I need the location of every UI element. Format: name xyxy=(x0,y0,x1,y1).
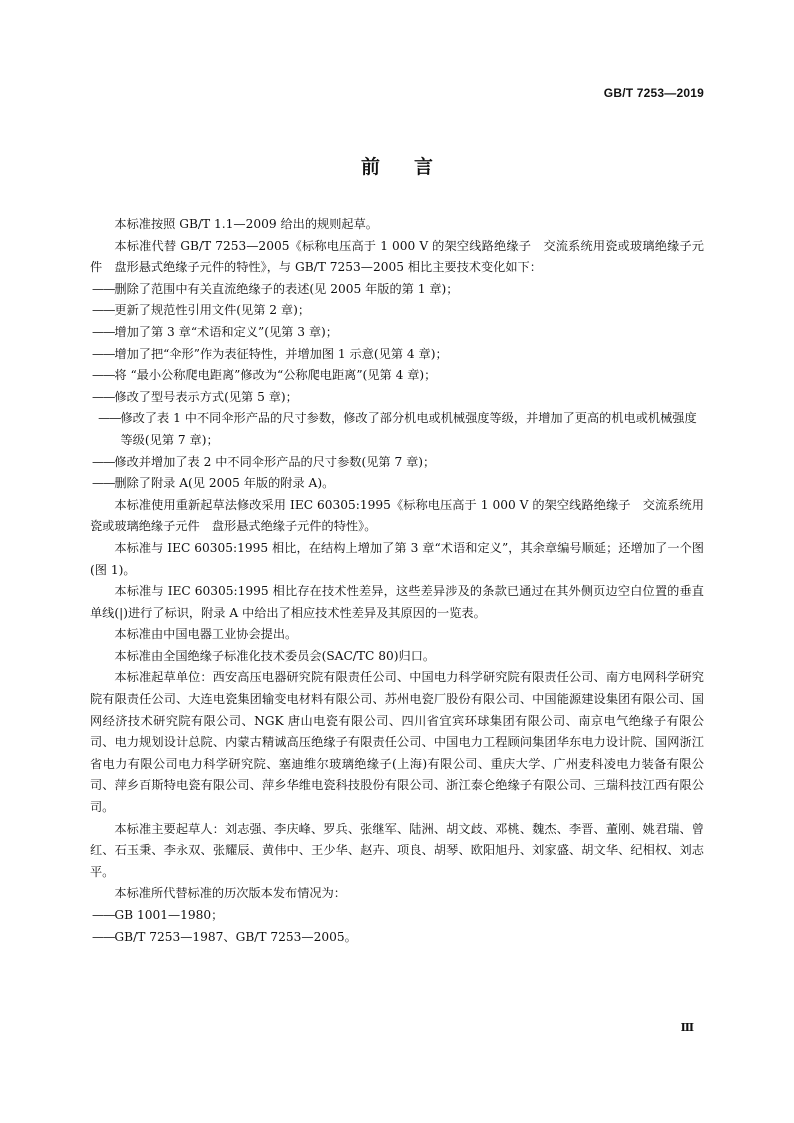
paragraph-replaces: 本标准代替 GB/T 7253—2005《标称电压高于 1 000 V 的架空线路绝缘子 交流系统用瓷或玻璃绝缘子元件 盘形悬式绝缘子元件的特性》，与 GB/T 7253—2005 相比主要技术变化如下： xyxy=(90,238,704,275)
dash-mark: —— xyxy=(92,303,115,318)
dash-mark: —— xyxy=(92,281,115,296)
dash-mark: —— xyxy=(92,368,115,383)
history-item-text: GB 1001—1980； xyxy=(114,908,224,922)
change-item-text: 更新了规范性引用文件(见第 2 章)； xyxy=(114,303,311,318)
change-item-text: 将 “最小公称爬电距离”修改为“公称爬电距离”(见第 4 章)； xyxy=(114,368,437,383)
dash-mark: —— xyxy=(92,454,115,469)
change-item xyxy=(90,279,704,301)
change-item-text: 增加了第 3 章“术语和定义”(见第 3 章)； xyxy=(114,324,338,339)
history-item xyxy=(90,927,704,949)
history-item-text: GB/T 7253—1987、GB/T 7253—2005。 xyxy=(114,929,357,944)
change-item-text: 修改了型号表示方式(见第 5 章)； xyxy=(114,389,298,404)
change-item-text: 增加了把“伞形”作为表征特性，并增加图 1 示意(见第 4 章)； xyxy=(114,346,448,361)
dash-mark: —— xyxy=(92,908,115,922)
paragraph-drafting-units: 本标准起草单位：西安高压电器研究院有限责任公司、中国电力科学研究院有限责任公司、南方电网科学研究院有限责任公司、大连电瓷集团输变电材料有限公司、苏州电瓷厂股份有限公司、中国能源建设集团有限公司、国网经济技术研究院有限公司、NGK 唐山电瓷有限公司、四川省宜宾环球集团有限公司、南京电气绝缘子有限公司、电力规划设计总院、内蒙古精诚高压绝缘子有限责任公司、中国电力工程顾问集团华东电力设计院、国网浙江省电力有限公司电力科学研究院、塞迪维尔玻璃绝缘子(上海)有限公司、重庆大学、广州麦科凌电力装备有限公司、萍乡百斯特电瓷有限公司、萍乡华维电瓷科技股份有限公司、浙江泰仑绝缘子有限公司、三瑞科技江西有限公司。 xyxy=(90,670,704,815)
change-item xyxy=(90,408,704,451)
page-title: 前言 xyxy=(360,156,467,178)
paragraph-history-intro: 本标准所代替标准的历次版本发布情况为： xyxy=(114,886,346,901)
change-item xyxy=(90,452,704,474)
paragraph-drafting-rules: 本标准按照 GB/T 1.1—2009 给出的规则起草。 xyxy=(114,217,378,231)
paragraph-technical-diff: 本标准与 IEC 60305:1995 相比存在技术性差异，这些差异涉及的条款已通过在其外侧页边空白位置的垂直单线(|)进行了标识，附录 A 中给出了相应技术性差异及其原因的一览表。 xyxy=(90,584,704,620)
paragraph-committee: 本标准由全国绝缘子标准化技术委员会(SAC/TC 80)归口。 xyxy=(114,648,436,663)
change-item xyxy=(90,344,704,366)
change-item xyxy=(90,322,704,344)
paragraph-proposer: 本标准由中国电器工业协会提出。 xyxy=(114,627,298,642)
change-item xyxy=(90,473,704,495)
dash-mark: —— xyxy=(92,324,115,339)
change-item-text: 修改了表 1 中不同伞形产品的尺寸参数，修改了部分机电或机械强度等级，并增加了更高的机电或机械强度等级(见第 7 章)； xyxy=(120,411,697,447)
change-item xyxy=(90,300,704,322)
paragraph-adoption-method: 本标准使用重新起草法修改采用 IEC 60305:1995《标称电压高于 1 000 V 的架空线路绝缘子 交流系统用瓷或玻璃绝缘子元件 盘形悬式绝缘子元件的特性》。 xyxy=(90,497,704,534)
dash-mark: —— xyxy=(98,411,121,426)
paragraph-structure-diff: 本标准与 IEC 60305:1995 相比，在结构上增加了第 3 章“术语和定义”，其余章编号顺延；还增加了一个图(图 1)。 xyxy=(90,540,704,577)
page-number: Ⅲ xyxy=(680,1021,694,1034)
paragraph-drafters: 本标准主要起草人：刘志强、李庆峰、罗兵、张继军、陆洲、胡文歧、邓桃、魏杰、李晋、董刚、姚君瑞、曾红、石玉秉、李永双、张耀辰、黄伟中、王少华、赵卉、项良、胡琴、欧阳旭丹、刘家盛、胡文华、纪相权、刘志平。 xyxy=(90,821,704,879)
dash-mark: —— xyxy=(92,476,115,491)
change-item-text: 删除了范围中有关直流绝缘子的表述(见 2005 年版的第 1 章)； xyxy=(114,281,459,296)
history-item xyxy=(90,905,704,927)
foreword-body xyxy=(90,214,704,948)
dash-mark: —— xyxy=(92,346,115,361)
change-item-text: 删除了附录 A(见 2005 年版的附录 A)。 xyxy=(114,476,335,491)
standard-code: GB/T 7253—2019 xyxy=(603,86,704,100)
change-item xyxy=(90,387,704,409)
change-item xyxy=(90,365,704,387)
change-item-text: 修改并增加了表 2 中不同伞形产品的尺寸参数(见第 7 章)； xyxy=(114,454,436,469)
dash-mark: —— xyxy=(92,929,115,944)
dash-mark: —— xyxy=(92,389,115,404)
